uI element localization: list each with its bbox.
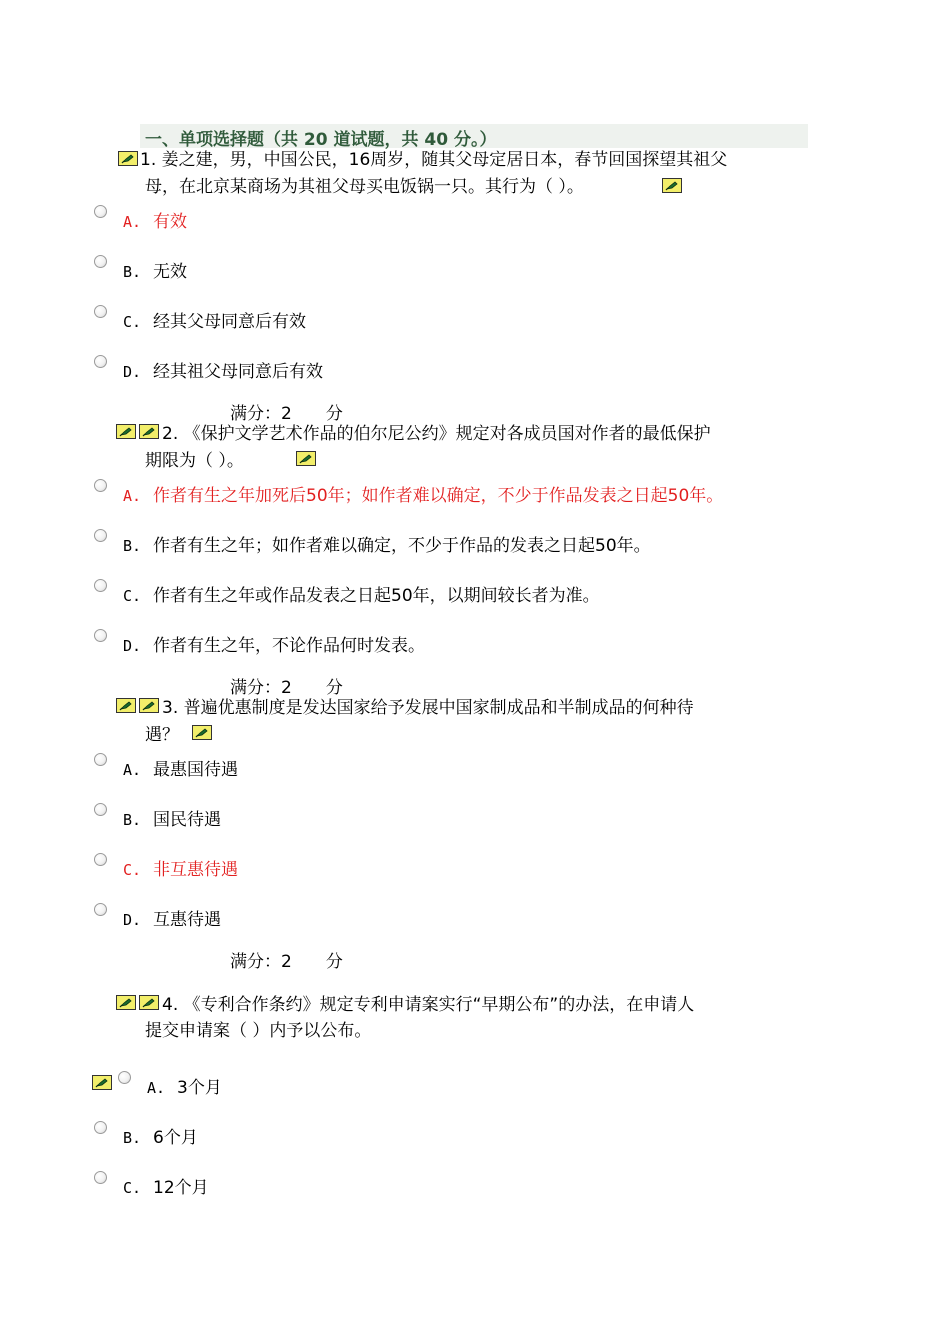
radio-q2-d[interactable] xyxy=(94,629,107,642)
pencil-icon[interactable] xyxy=(92,1075,112,1090)
pencil-icon[interactable] xyxy=(662,178,682,193)
radio-q4-a[interactable] xyxy=(118,1071,131,1084)
option-q1-a: A. 有效 xyxy=(123,212,187,232)
section-title: 一、单项选择题（共 20 道试题，共 40 分。） xyxy=(145,130,497,150)
option-q3-c: C. 非互惠待遇 xyxy=(123,860,238,880)
pencil-icon[interactable] xyxy=(139,424,159,439)
option-q2-a: A. 作者有生之年加死后50年；如作者难以确定，不少于作品发表之日起50年。 xyxy=(123,486,724,506)
question-1-score: 满分：2 分 xyxy=(230,404,343,424)
pencil-icon[interactable] xyxy=(192,725,212,740)
option-q2-d: D. 作者有生之年，不论作品何时发表。 xyxy=(123,636,425,656)
pencil-icon[interactable] xyxy=(116,698,136,713)
radio-q2-c[interactable] xyxy=(94,579,107,592)
question-1-text-line1: 1. 姜之建，男，中国公民，16周岁，随其父母定居日本，春节回国探望其祖父 xyxy=(140,150,728,170)
pencil-icon[interactable] xyxy=(116,995,136,1010)
question-2-score: 满分：2 分 xyxy=(230,678,343,698)
question-1-text-line2: 母，在北京某商场为其祖父母买电饭锅一只。其行为（ ）。 xyxy=(145,177,584,197)
radio-q2-a[interactable] xyxy=(94,479,107,492)
question-2-text-line2: 期限为（ ）。 xyxy=(145,451,244,471)
radio-q3-b[interactable] xyxy=(94,803,107,816)
pencil-icon[interactable] xyxy=(118,151,138,166)
option-q4-b: B. 6个月 xyxy=(123,1128,198,1148)
option-q2-c: C. 作者有生之年或作品发表之日起50年，以期间较长者为准。 xyxy=(123,586,600,606)
pencil-icon[interactable] xyxy=(296,451,316,466)
pencil-icon[interactable] xyxy=(139,698,159,713)
option-q3-d: D. 互惠待遇 xyxy=(123,910,221,930)
option-q1-d: D. 经其祖父母同意后有效 xyxy=(123,362,323,382)
question-2-text-line1: 2. 《保护文学艺术作品的伯尔尼公约》规定对各成员国对作者的最低保护 xyxy=(162,424,711,444)
option-q3-a: A. 最惠国待遇 xyxy=(123,760,238,780)
option-q1-b: B. 无效 xyxy=(123,262,187,282)
radio-q1-d[interactable] xyxy=(94,355,107,368)
option-q2-b: B. 作者有生之年；如作者难以确定，不少于作品的发表之日起50年。 xyxy=(123,536,651,556)
pencil-icon[interactable] xyxy=(116,424,136,439)
radio-q3-c[interactable] xyxy=(94,853,107,866)
radio-q4-b[interactable] xyxy=(94,1121,107,1134)
question-3-score: 满分：2 分 xyxy=(230,952,343,972)
pencil-icon[interactable] xyxy=(139,995,159,1010)
question-4-text-line1: 4. 《专利合作条约》规定专利申请案实行“早期公布”的办法，在申请人 xyxy=(162,995,695,1015)
radio-q1-c[interactable] xyxy=(94,305,107,318)
radio-q3-d[interactable] xyxy=(94,903,107,916)
question-3-text-line2: 遇？ xyxy=(145,725,179,745)
question-3-text-line1: 3. 普遍优惠制度是发达国家给予发展中国家制成品和半制成品的何种待 xyxy=(162,698,694,718)
radio-q1-a[interactable] xyxy=(94,205,107,218)
radio-q4-c[interactable] xyxy=(94,1171,107,1184)
option-q3-b: B. 国民待遇 xyxy=(123,810,221,830)
radio-q3-a[interactable] xyxy=(94,753,107,766)
question-4-text-line2: 提交申请案（ ）内予以公布。 xyxy=(145,1021,372,1041)
radio-q2-b[interactable] xyxy=(94,529,107,542)
option-q4-a: A. 3个月 xyxy=(147,1078,222,1098)
radio-q1-b[interactable] xyxy=(94,255,107,268)
option-q1-c: C. 经其父母同意后有效 xyxy=(123,312,306,332)
option-q4-c: C. 12个月 xyxy=(123,1178,209,1198)
